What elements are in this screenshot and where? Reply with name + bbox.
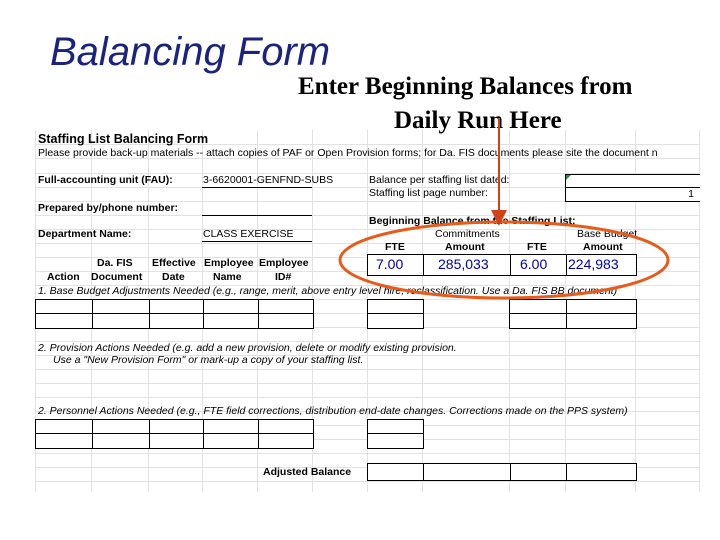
effective-header-1: Effective bbox=[152, 257, 196, 269]
beginning-balance-box bbox=[367, 254, 637, 276]
spreadsheet-form bbox=[35, 130, 700, 492]
page-number-label: Staffing list page number: bbox=[369, 187, 488, 199]
balance-date-page-box bbox=[565, 174, 700, 202]
fau-label: Full-accounting unit (FAU): bbox=[38, 174, 173, 186]
base-fte-value: 6.00 bbox=[520, 256, 548, 272]
department-name-value: CLASS EXERCISE bbox=[203, 228, 294, 240]
section-3-commitments-fte bbox=[367, 419, 424, 449]
adjusted-balance-box bbox=[367, 463, 637, 481]
fau-value: 3-6620001-GENFND-SUBS bbox=[203, 174, 334, 186]
section-1-base-budget bbox=[509, 299, 637, 329]
base-fte-header: FTE bbox=[527, 241, 547, 253]
commitments-amount-header: Amount bbox=[445, 241, 485, 253]
section-3-heading: 2. Personnel Actions Needed (e.g., FTE field corrections, distribution end-date changes. Corrections made on the PPS system) bbox=[38, 405, 628, 417]
page-number-value: 1 bbox=[688, 188, 694, 200]
section-2-heading-2: Use a "New Provision Form" or mark-up a copy of your staffing list. bbox=[53, 354, 364, 366]
base-amount-header: Amount bbox=[583, 241, 623, 253]
commitments-fte-header: FTE bbox=[385, 241, 405, 253]
action-header: Action bbox=[47, 271, 80, 283]
employee-id-header-2: ID# bbox=[275, 271, 292, 283]
balance-date-label: Balance per staffing list dated: bbox=[369, 174, 510, 186]
base-amount-value: 224,983 bbox=[568, 256, 619, 272]
prepared-by-label: Prepared by/phone number: bbox=[38, 202, 179, 214]
effective-header-2: Date bbox=[162, 271, 185, 283]
beginning-balance-label: Beginning Balance from the Staffing List: bbox=[369, 215, 576, 227]
dafis-header-1: Da. FIS bbox=[97, 257, 133, 269]
employee-name-header-1: Employee bbox=[204, 257, 254, 269]
commitments-fte-value: 7.00 bbox=[376, 256, 404, 272]
employee-name-header-2: Name bbox=[213, 271, 242, 283]
department-name-label: Department Name: bbox=[38, 228, 132, 240]
form-title: Staffing List Balancing Form bbox=[38, 132, 209, 146]
dafis-header-2: Document bbox=[91, 271, 143, 283]
instructions-text: Please provide back-up materials -- attach copies of PAF or Open Provision forms; for Da. FIS documents please site the document n bbox=[38, 147, 658, 159]
base-budget-label: Base Budget bbox=[577, 228, 638, 240]
section-2-heading-1: 2. Provision Actions Needed (e.g. add a new provision, delete or modify existing provision. bbox=[38, 342, 457, 354]
adjusted-balance-label: Adjusted Balance bbox=[263, 466, 352, 478]
slide-title: Balancing Form bbox=[50, 30, 331, 74]
commitments-amount-value: 285,033 bbox=[438, 256, 489, 272]
callout-line-2: Daily Run Here bbox=[394, 107, 562, 134]
commitments-label: Commitments bbox=[435, 228, 500, 240]
section-1-commitments-fte bbox=[367, 299, 424, 329]
section-1-heading: 1. Base Budget Adjustments Needed (e.g., range, merit, above entry level hire, reclassification. Use a Da. FIS BB document) bbox=[38, 285, 618, 297]
employee-id-header-1: Employee bbox=[259, 257, 309, 269]
section-1-table-left bbox=[35, 299, 314, 329]
section-3-table-left bbox=[35, 419, 314, 449]
callout-line-1: Enter Beginning Balances from bbox=[298, 73, 633, 100]
